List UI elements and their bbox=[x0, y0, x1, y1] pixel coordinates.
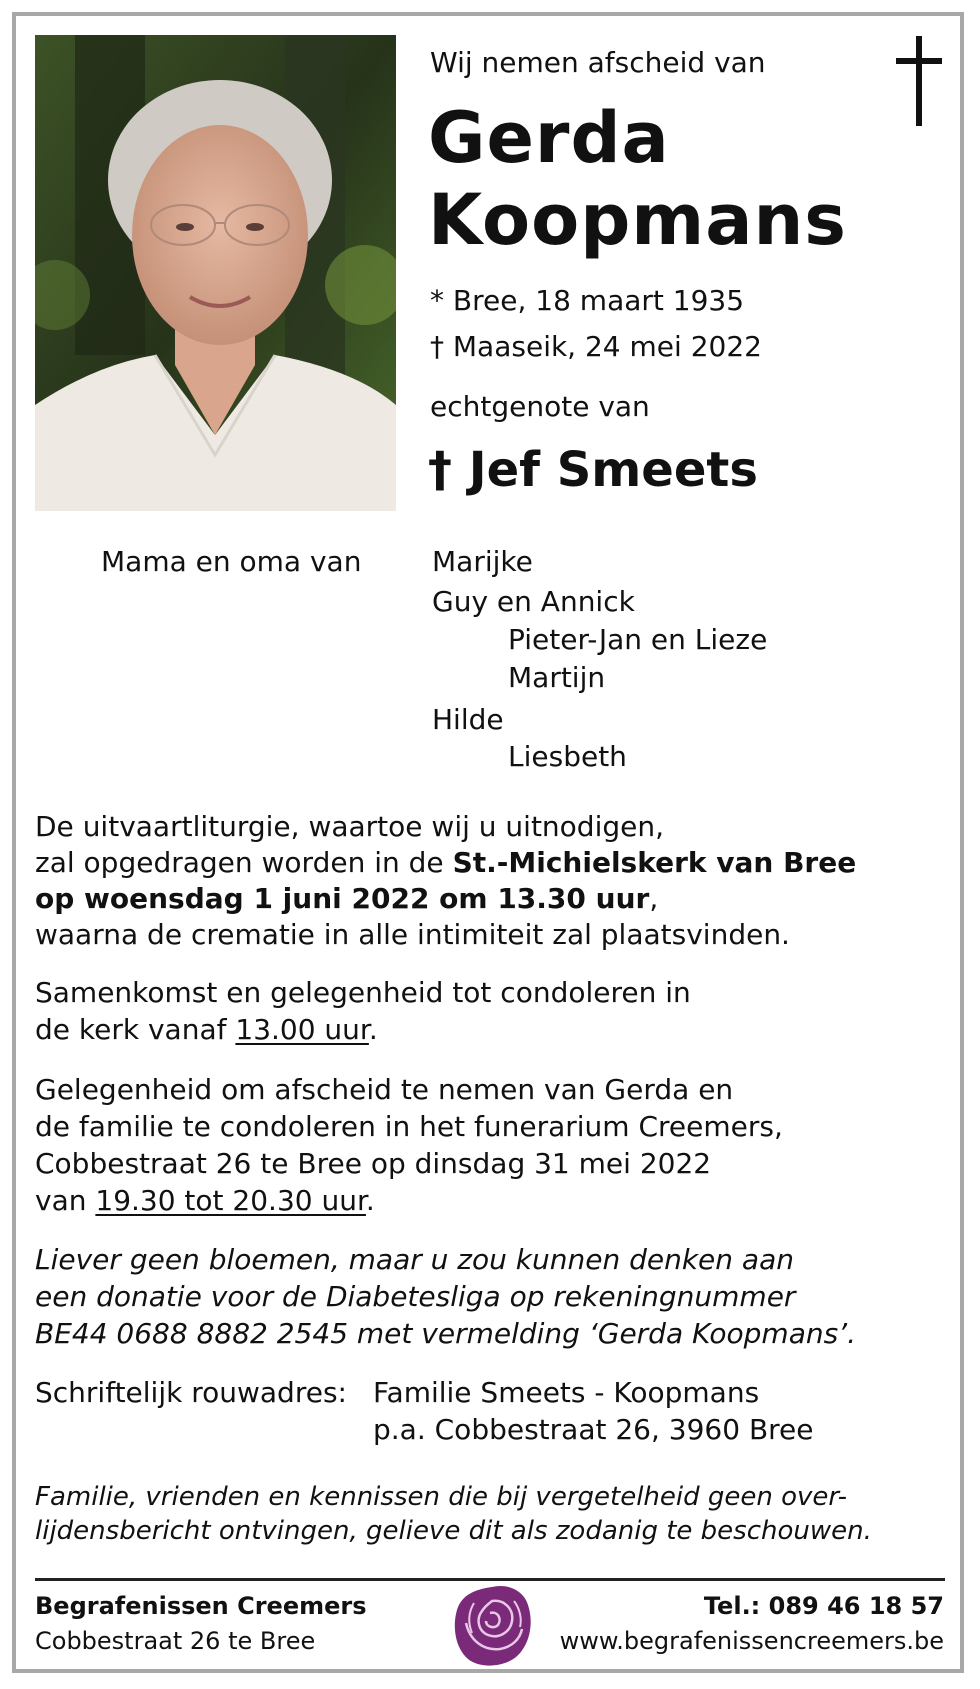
cross-icon bbox=[896, 36, 942, 126]
address-label: Schriftelijk rouwadres: bbox=[35, 1376, 347, 1409]
family-member: Marijke bbox=[432, 545, 533, 578]
company-phone: Tel.: 089 46 18 57 bbox=[703, 1592, 944, 1620]
donation-line: een donatie voor de Diabetesliga op rekeningnummer bbox=[35, 1280, 796, 1313]
farewell-line: de familie te condoleren in het funerarium Creemers, bbox=[35, 1110, 783, 1143]
spouse-intro: echtgenote van bbox=[430, 390, 650, 423]
notice-line: lijdensbericht ontvingen, gelieve dit als zodanig te beschouwen. bbox=[35, 1516, 872, 1546]
address-line: Familie Smeets - Koopmans bbox=[373, 1376, 760, 1409]
company-website: www.begrafenissencreemers.be bbox=[559, 1627, 944, 1655]
death-info: † Maaseik, 24 mei 2022 bbox=[430, 330, 762, 363]
last-name: Koopmans bbox=[428, 179, 847, 261]
farewell-line: Cobbestraat 26 te Bree op dinsdag 31 mei 2022 bbox=[35, 1147, 712, 1180]
family-member: Liesbeth bbox=[508, 740, 627, 773]
family-member: Martijn bbox=[508, 661, 606, 694]
funeral-line: De uitvaartliturgie, waartoe wij u uitnodigen, bbox=[35, 810, 665, 843]
gathering-line: de kerk vanaf 13.00 uur. bbox=[35, 1013, 378, 1046]
donation-line: BE44 0688 8882 2545 met vermelding ‘Gerda Koopmans’. bbox=[35, 1317, 856, 1350]
family-member: Pieter-Jan en Lieze bbox=[508, 623, 768, 656]
farewell-line: van 19.30 tot 20.30 uur. bbox=[35, 1184, 375, 1217]
birth-info: * Bree, 18 maart 1935 bbox=[430, 284, 745, 317]
church-name: St.-Michielskerk van Bree bbox=[452, 846, 857, 879]
farewell-line: Gelegenheid om afscheid te nemen van Gerda en bbox=[35, 1073, 734, 1106]
gathering-line: Samenkomst en gelegenheid tot condoleren in bbox=[35, 976, 691, 1009]
funeral-line: op woensdag 1 juni 2022 om 13.30 uur, bbox=[35, 882, 659, 915]
first-name: Gerda bbox=[428, 97, 670, 179]
address-line: p.a. Cobbestraat 26, 3960 Bree bbox=[373, 1413, 814, 1446]
funeral-line: waarna de crematie in alle intimiteit zal plaatsvinden. bbox=[35, 918, 790, 951]
family-label: Mama en oma van bbox=[101, 545, 362, 578]
rose-logo-icon bbox=[450, 1583, 534, 1669]
family-member: Guy en Annick bbox=[432, 585, 635, 618]
family-member: Hilde bbox=[432, 703, 504, 736]
company-address: Cobbestraat 26 te Bree bbox=[35, 1627, 316, 1655]
notice-line: Familie, vrienden en kennissen die bij vergetelheid geen over- bbox=[35, 1482, 848, 1512]
funeral-date: op woensdag 1 juni 2022 om 13.30 uur bbox=[35, 882, 650, 915]
spouse-name: † Jef Smeets bbox=[428, 442, 758, 498]
portrait-photo bbox=[35, 35, 396, 511]
intro-text: Wij nemen afscheid van bbox=[430, 46, 766, 79]
farewell-time: 19.30 tot 20.30 uur bbox=[95, 1184, 366, 1217]
footer-divider bbox=[35, 1578, 945, 1581]
gathering-time: 13.00 uur bbox=[235, 1013, 369, 1046]
funeral-line: zal opgedragen worden in de St.-Michielskerk van Bree bbox=[35, 846, 857, 879]
company-name: Begrafenissen Creemers bbox=[35, 1592, 367, 1620]
donation-line: Liever geen bloemen, maar u zou kunnen denken aan bbox=[35, 1243, 794, 1276]
